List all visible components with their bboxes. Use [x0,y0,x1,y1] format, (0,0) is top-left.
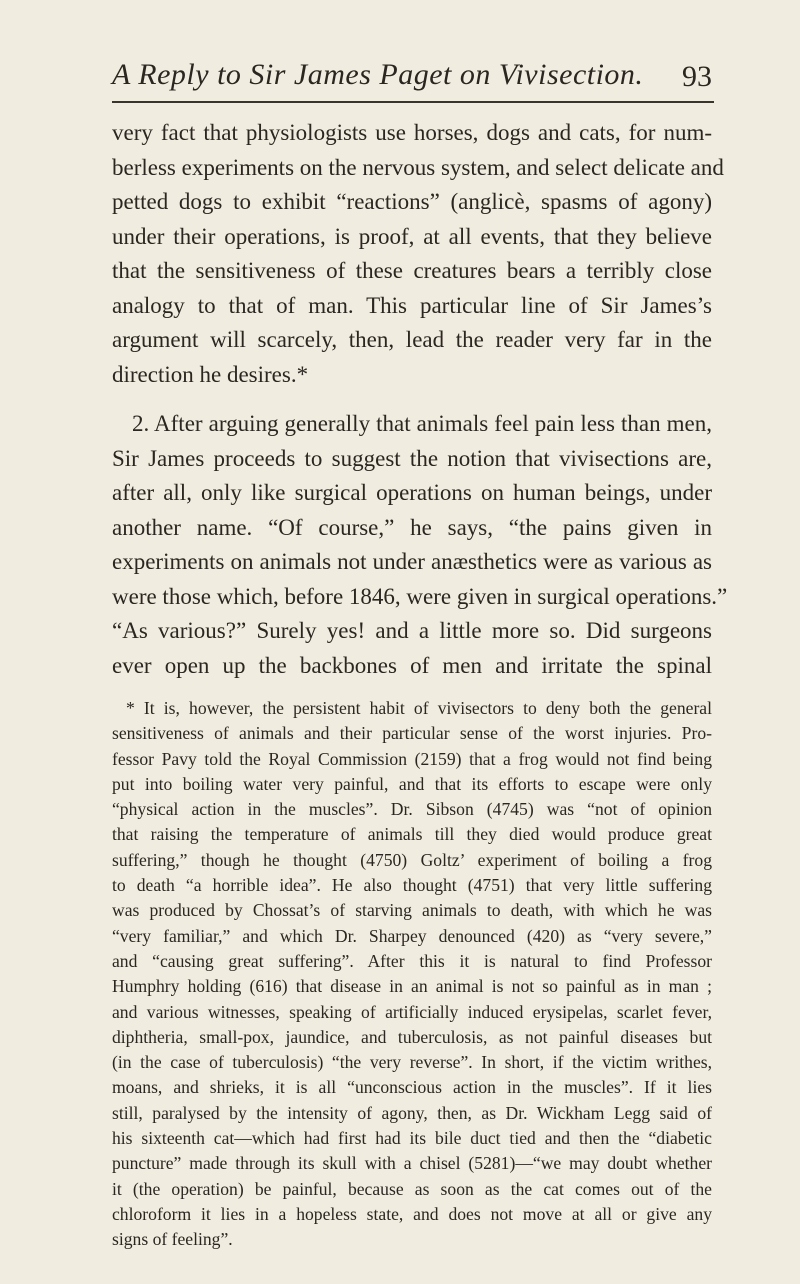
page-header [112,58,712,98]
text-line: under their operations, is proof, at all events, that they believe [112,223,712,249]
paragraph-2 [112,407,728,683]
text-line: petted dogs to exhibit “reactions” (anglicè, spasms of agony) [112,189,712,214]
text-line: ever open up the backbones of men and irritate the spinal [112,652,712,678]
footnote-line: his sixteenth cat—which had first had its bile duct tied and then the “diabetic [112,1128,712,1149]
text-line: direction he desires.* [112,361,309,387]
text-line: analogy to that of man. This particular line of Sir James’s [112,292,712,318]
footnote-line: moans, and shrieks, it is all “unconscious action in the muscles”. If it lies [112,1077,712,1098]
footnote-line: it (the operation) be painful, because as soon as the cat comes out of the [112,1178,712,1199]
footnote-line: signs of feeling”. [112,1229,233,1250]
footnote-line: (in the case of tuberculosis) “the very reverse”. In short, if the victim writhes, [112,1052,712,1073]
footnote-line: to death “a horrible idea”. He also thought (4751) that very little suffering [112,875,712,896]
footnote-line: * It is, however, the persistent habit of vivisectors to deny both the general [126,698,712,718]
footnote [112,696,712,1253]
page-number: 93 [682,60,712,93]
text-line: 2. After arguing generally that animals feel pain less than men, [132,411,712,436]
running-title: A Reply to Sir James Paget on Vivisection. [112,58,644,91]
footnote-line: put into boiling water very painful, and that its efforts to escape were only [112,773,712,794]
footnote-line: that raising the temperature of animals till they died would produce great [112,824,712,845]
footnote-line: Humphry holding (616) that disease in an animal is not so painful as in man ; [112,976,712,997]
footnote-line: still, paralysed by the intensity of agony, then, as Dr. Wickham Legg said of [112,1102,712,1123]
text-line: that the sensitiveness of these creatures bears a terribly close [112,258,712,283]
text-line: berless experiments on the nervous system, and select delicate and [112,154,724,180]
footnote-line: sensitiveness of animals and their particular sense of the worst injuries. Pro- [112,723,712,744]
text-line: Sir James proceeds to suggest the notion that vivisections are, [112,445,712,471]
footnote-line: fessor Pavy told the Royal Commission (2159) that a frog would not find being [112,748,712,769]
footnote-line: puncture” made through its skull with a chisel (5281)—“we may doubt whether [112,1153,712,1174]
paragraph-gap [112,392,712,407]
footnote-line: and “causing great suffering”. After this it is natural to find Professor [112,950,712,971]
paragraph-1 [112,116,724,392]
text-line: very fact that physiologists use horses, dogs and cats, for num- [112,120,712,145]
footnote-line: chloroform it lies in a hopeless state, and does not move at all or give any [112,1203,712,1224]
footnote-line: and various witnesses, speaking of artificially induced erysipelas, scarlet fever, [112,1001,712,1022]
text-line: “As various?” Surely yes! and a little more so. Did surgeons [112,618,712,643]
footnote-line: diphtheria, small-pox, jaundice, and tuberculosis, as not painful diseases but [112,1026,712,1047]
footnote-line: suffering,” though he thought (4750) Goltz’ experiment of boiling a frog [112,849,712,870]
main-text [112,116,728,683]
text-line: argument will scarcely, then, lead the reader very far in the [112,327,712,352]
text-line: experiments on animals not under anæsthetics were as various as [112,549,712,574]
footnote-line: was produced by Chossat’s of starving animals to death, with which he was [112,900,712,921]
footnote-line: “very familiar,” and which Dr. Sharpey denounced (420) as “very severe,” [112,925,712,946]
text-line: after all, only like surgical operations on human beings, under [112,480,712,505]
text-line: another name. “Of course,” he says, “the pains given in [112,514,712,540]
footnote-line: “physical action in the muscles”. Dr. Sibson (4745) was “not of opinion [112,799,712,820]
header-rule [112,101,714,103]
text-line: were those which, before 1846, were given in surgical operations.” [112,583,728,609]
